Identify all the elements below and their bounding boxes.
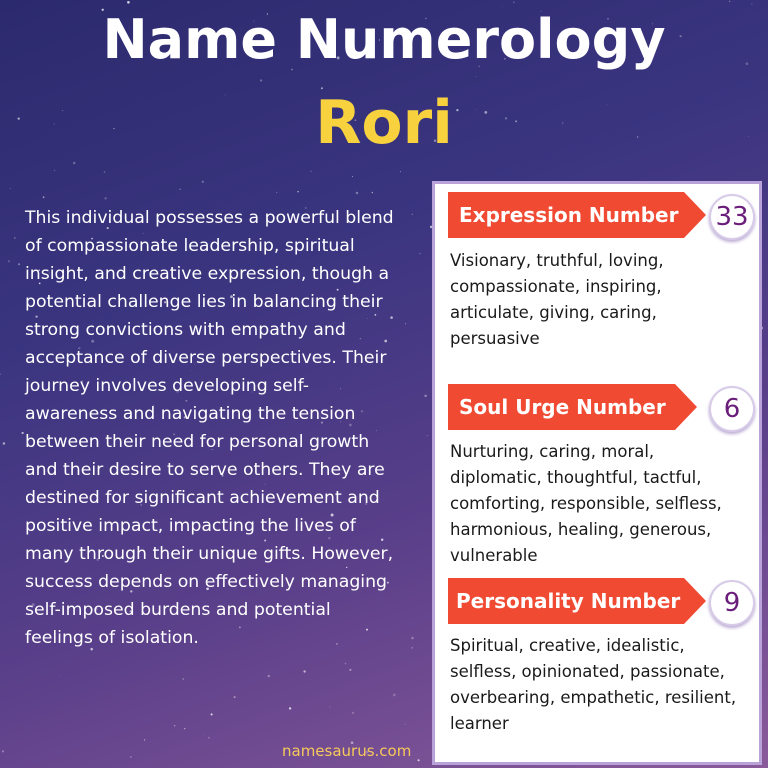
star bbox=[73, 162, 76, 165]
star bbox=[130, 756, 132, 758]
star bbox=[345, 663, 347, 665]
expression-banner: Expression Number bbox=[448, 192, 684, 238]
star bbox=[127, 1, 130, 4]
star bbox=[412, 214, 413, 215]
soul-urge-traits: Nurturing, caring, moral, diplomatic, thoughtful, tactful, comforting, responsible, selfless, harmonious, healing, generous, vulnerable bbox=[450, 442, 722, 565]
star bbox=[14, 237, 16, 239]
star bbox=[18, 263, 20, 265]
star bbox=[179, 188, 181, 190]
star bbox=[104, 197, 106, 199]
star bbox=[418, 759, 420, 761]
star bbox=[260, 79, 262, 81]
star bbox=[372, 192, 374, 194]
star bbox=[502, 6, 503, 7]
star bbox=[405, 323, 406, 324]
expression-value: 33 bbox=[709, 194, 755, 240]
star bbox=[10, 188, 11, 189]
star bbox=[427, 435, 428, 436]
star bbox=[182, 678, 184, 680]
star bbox=[393, 693, 396, 696]
star bbox=[400, 171, 401, 172]
numbers-panel bbox=[432, 181, 762, 765]
star bbox=[412, 647, 413, 648]
star bbox=[204, 734, 205, 735]
star bbox=[356, 192, 358, 194]
star bbox=[349, 669, 351, 671]
soul-urge-value: 6 bbox=[709, 386, 755, 432]
star bbox=[208, 737, 210, 739]
personality-traits: Spiritual, creative, idealistic, selfless, opinionated, passionate, overbearing, empathetic, resilient, learner bbox=[450, 636, 737, 733]
star bbox=[411, 637, 414, 640]
star bbox=[276, 192, 277, 193]
star bbox=[310, 171, 312, 173]
expression-traits: Visionary, truthful, loving, compassionate, inspiring, articulate, giving, caring, persuasive bbox=[450, 251, 664, 348]
star bbox=[59, 676, 60, 677]
star bbox=[405, 724, 406, 725]
star bbox=[21, 432, 23, 434]
star bbox=[513, 2, 514, 3]
star bbox=[2, 750, 4, 752]
star bbox=[329, 707, 330, 708]
star bbox=[475, 76, 476, 77]
star bbox=[352, 176, 353, 177]
star bbox=[0, 373, 1, 375]
star bbox=[424, 395, 426, 397]
star bbox=[226, 767, 227, 768]
star bbox=[43, 196, 45, 198]
soul-urge-banner: Soul Urge Number bbox=[448, 384, 675, 430]
personality-value: 9 bbox=[709, 580, 755, 626]
star bbox=[174, 725, 175, 726]
star bbox=[729, 1, 730, 2]
star bbox=[268, 675, 270, 677]
star bbox=[3, 442, 5, 444]
page-title: Name Numerology bbox=[102, 8, 666, 71]
star bbox=[8, 260, 10, 262]
star bbox=[352, 712, 354, 714]
site-credit: namesaurus.com bbox=[282, 742, 412, 760]
star bbox=[234, 696, 236, 698]
personality-banner: Personality Number bbox=[448, 578, 684, 624]
star bbox=[211, 713, 213, 715]
star bbox=[751, 4, 752, 5]
star bbox=[297, 191, 298, 192]
star bbox=[202, 181, 204, 183]
star bbox=[184, 728, 185, 729]
star bbox=[303, 670, 305, 672]
star bbox=[420, 253, 421, 254]
summary-text: This individual possesses a powerful blend of compassionate leadership, spiritual insight, and creative expression, though a potential challenge lies in balancing their strong convictions with empathy and acceptance of diverse perspectives. Their journey involves developing self-awareness and navigating the tension between their need for personal growth and their desire to serve others. They are destined for significant achievement and positive impact, impacting the lives of many through their unique gifts. However, success depends on effectively managing self-imposed burdens and potential feelings of isolation. bbox=[25, 208, 394, 648]
star bbox=[54, 170, 55, 171]
star bbox=[104, 171, 106, 173]
star bbox=[144, 739, 145, 740]
name-heading: Rori bbox=[315, 88, 453, 158]
star bbox=[289, 707, 291, 709]
